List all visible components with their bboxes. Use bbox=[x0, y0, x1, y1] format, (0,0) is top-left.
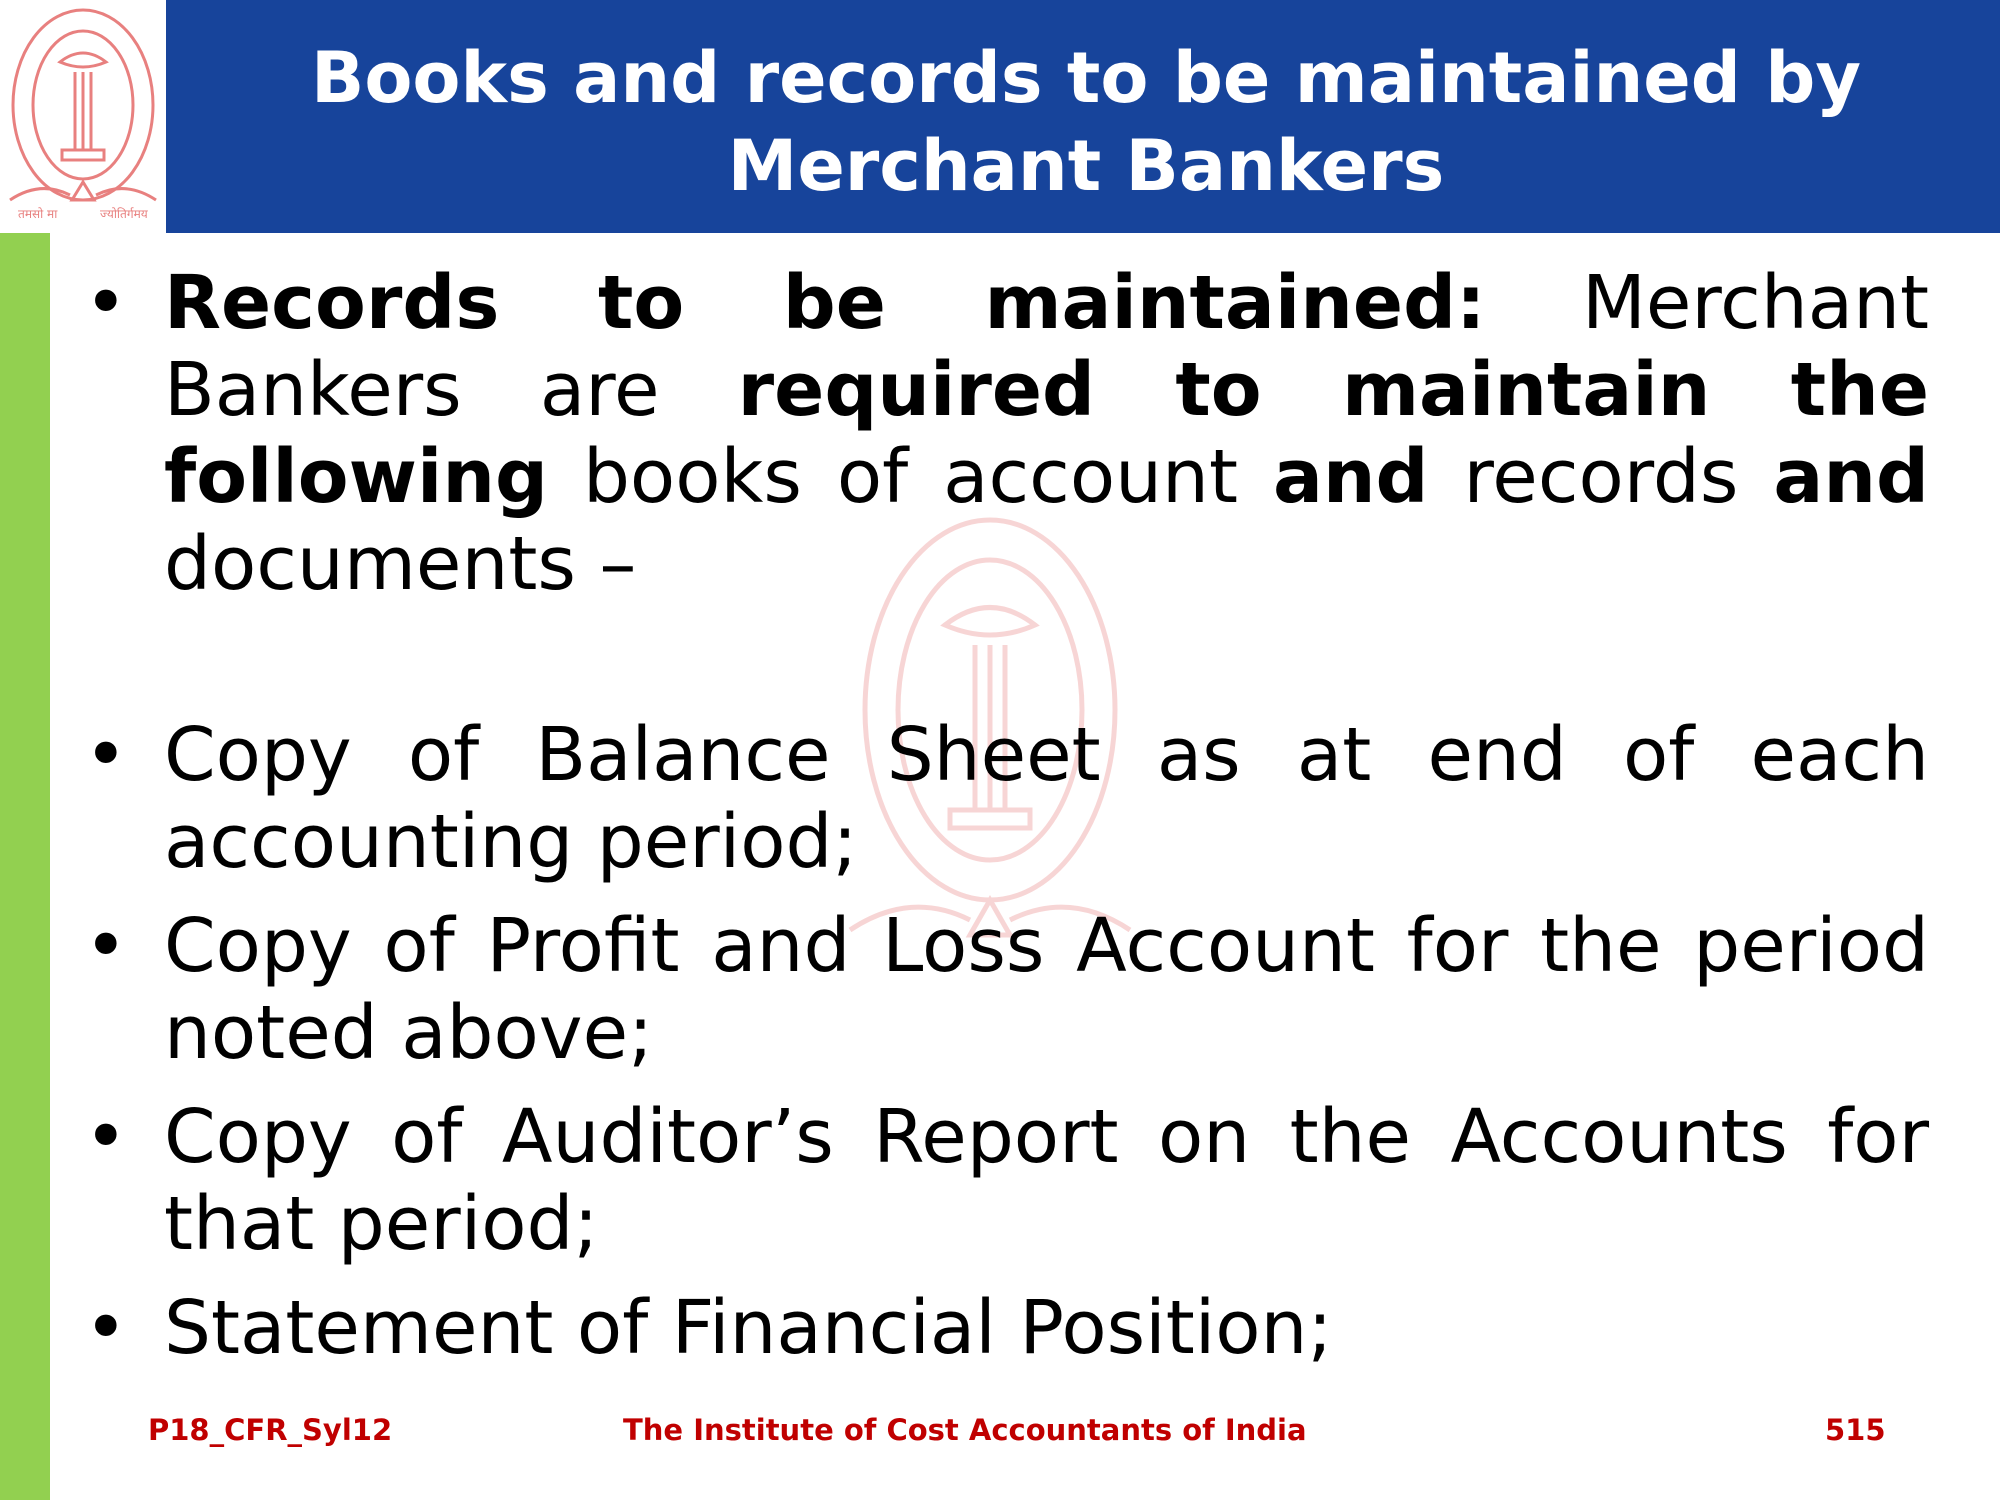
institute-logo bbox=[0, 0, 166, 233]
footer-page-number: 515 bbox=[1825, 1413, 1886, 1447]
list-item-text: Statement of Financial Position; bbox=[164, 1285, 1333, 1371]
intro-text-4: documents – bbox=[164, 521, 637, 607]
bullet-marker: • bbox=[84, 903, 128, 989]
list-item-text: Copy of Profit and Loss Account for the period noted above; bbox=[164, 903, 1929, 1076]
intro-text-3: records bbox=[1428, 434, 1774, 520]
icai-emblem-icon bbox=[0, 0, 166, 233]
bullet-marker: • bbox=[84, 1285, 128, 1371]
bullet-marker: • bbox=[84, 712, 128, 798]
footer-institute-name: The Institute of Cost Accountants of India bbox=[623, 1413, 1307, 1447]
left-accent-bar bbox=[0, 233, 50, 1500]
list-item bbox=[84, 1094, 1929, 1268]
intro-bold-2: required to maintain the following bbox=[164, 347, 1930, 520]
list-item bbox=[84, 712, 1929, 886]
intro-bold-3: and bbox=[1272, 434, 1429, 520]
bullet-marker: • bbox=[84, 1094, 128, 1180]
emblem-motto-left: तमसो मा bbox=[18, 207, 58, 221]
footer-course-code: P18_CFR_Syl12 bbox=[148, 1413, 393, 1447]
intro-bold-4: and bbox=[1773, 434, 1930, 520]
intro-text-2: books of account bbox=[547, 434, 1273, 520]
slide-body bbox=[84, 260, 1929, 1372]
emblem-motto-right: ज्योतिर्गमय bbox=[100, 207, 148, 221]
intro-heading: Records to be maintained: bbox=[164, 260, 1486, 346]
list-item-text: Copy of Balance Sheet as at end of each accounting period; bbox=[164, 712, 1929, 885]
list-item bbox=[84, 1285, 1929, 1372]
slide-title: Books and records to be maintained by Merchant Bankers bbox=[310, 37, 1861, 207]
intro-bullet bbox=[84, 260, 1929, 608]
bullet-marker: • bbox=[84, 260, 128, 346]
list-item-text: Copy of Auditor’s Report on the Accounts for that period; bbox=[164, 1094, 1929, 1267]
intro-text-1: Merchant Bankers are bbox=[164, 260, 1929, 433]
list-item bbox=[84, 903, 1929, 1077]
